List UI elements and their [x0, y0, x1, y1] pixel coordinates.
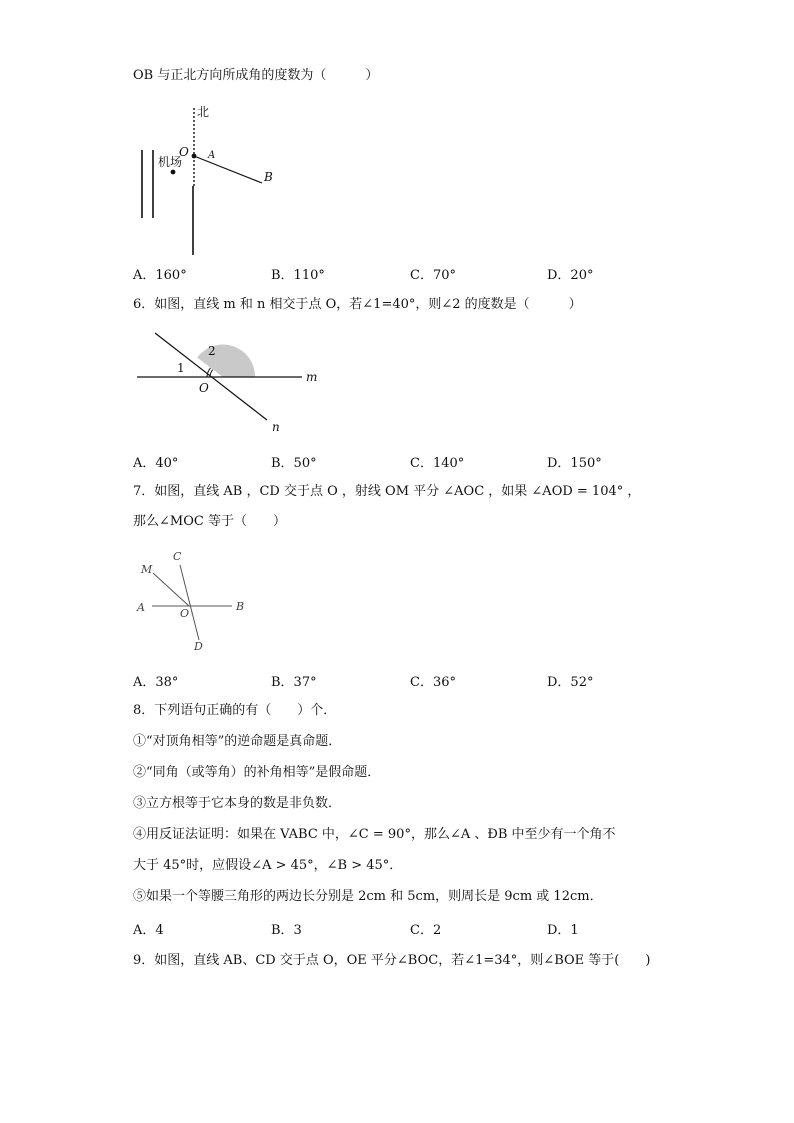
q5-stem-tail: OB 与正北方向所成角的度数为（ ） — [133, 68, 379, 83]
q7-stem-line-1: 7．如图，直线 AB ，CD 交于点 O ，射线 OM 平分 ∠AOC ，如果 ∠AOD = 104° ， — [133, 484, 641, 499]
airport-label: 机场 — [158, 155, 183, 169]
q6-option-d[interactable]: D．150° — [547, 456, 602, 471]
point-b-label: B — [236, 600, 245, 613]
q8-statement-1: ①“对顶角相等”的逆命题是真命题． — [133, 734, 342, 749]
q8-statement-5: ⑤如果一个等腰三角形的两边长分别是 2cm 和 5cm，则周长是 9cm 或 12cm． — [133, 889, 603, 904]
q9-stem: 9．如图，直线 AB、CD 交于点 O，OE 平分∠BOC，若∠1=34°，则∠BOE 等于( ) — [133, 953, 651, 968]
point-o-label: O — [180, 607, 190, 620]
q6-figure — [130, 330, 330, 440]
q7-stem-line-2: 那么∠MOC 等于（ ） — [133, 514, 286, 529]
point-o-label: O — [199, 381, 209, 395]
angle-1-label: 1 — [177, 361, 185, 375]
ray-m-label: M — [141, 563, 153, 576]
q8-option-d[interactable]: D．1 — [547, 923, 579, 938]
q8-statement-4-cont: 大于 45°时，应假设∠A > 45°，∠B > 45°． — [133, 858, 403, 873]
point-o-label: O — [179, 145, 189, 159]
q5-options — [133, 264, 693, 282]
q8-option-a[interactable]: A．4 — [133, 923, 164, 938]
point-b-label: B — [264, 170, 273, 184]
q8-statement-4: ④用反证法证明：如果在 VABC 中，∠C = 90°，那么∠A 、ÐB 中至少有一个角不 — [133, 827, 616, 842]
north-label: 北 — [197, 105, 210, 119]
q6-stem: 6．如图，直线 m 和 n 相交于点 O，若∠1=40°，则∠2 的度数是（ ） — [133, 297, 582, 312]
q5-option-d[interactable]: D．20° — [547, 268, 594, 283]
q7-option-b[interactable]: B．37° — [271, 675, 317, 690]
q8-statement-2: ②“同角（或等角）的补角相等”是假命题． — [133, 765, 381, 780]
angle-2-label: 2 — [208, 344, 216, 358]
point-c-label: C — [173, 550, 182, 563]
q5-option-a[interactable]: A．160° — [133, 268, 187, 283]
q5-option-c[interactable]: C．70° — [410, 268, 456, 283]
q7-figure — [130, 545, 260, 655]
q8-option-b[interactable]: B．3 — [271, 923, 302, 938]
q6-option-a[interactable]: A．40° — [133, 456, 179, 471]
q8-options — [133, 919, 693, 937]
q6-options — [133, 452, 693, 470]
q5-figure — [130, 100, 290, 260]
q6-option-c[interactable]: C．140° — [410, 456, 465, 471]
q7-option-a[interactable]: A．38° — [133, 675, 179, 690]
point-a-label: A — [137, 601, 145, 614]
q7-option-d[interactable]: D．52° — [547, 675, 594, 690]
q7-option-c[interactable]: C．36° — [410, 675, 456, 690]
line-m-label: m — [306, 370, 318, 384]
q7-options — [133, 671, 693, 689]
q8-option-c[interactable]: C．2 — [410, 923, 442, 938]
point-a-label: A — [208, 150, 216, 161]
q8-statement-3: ③立方根等于它本身的数是非负数． — [133, 796, 342, 811]
line-n-label: n — [272, 420, 280, 434]
q6-option-b[interactable]: B．50° — [271, 456, 317, 471]
q8-stem: 8．下列语句正确的有（ ）个． — [133, 703, 337, 718]
q5-option-b[interactable]: B．110° — [271, 268, 325, 283]
point-d-label: D — [194, 640, 203, 653]
